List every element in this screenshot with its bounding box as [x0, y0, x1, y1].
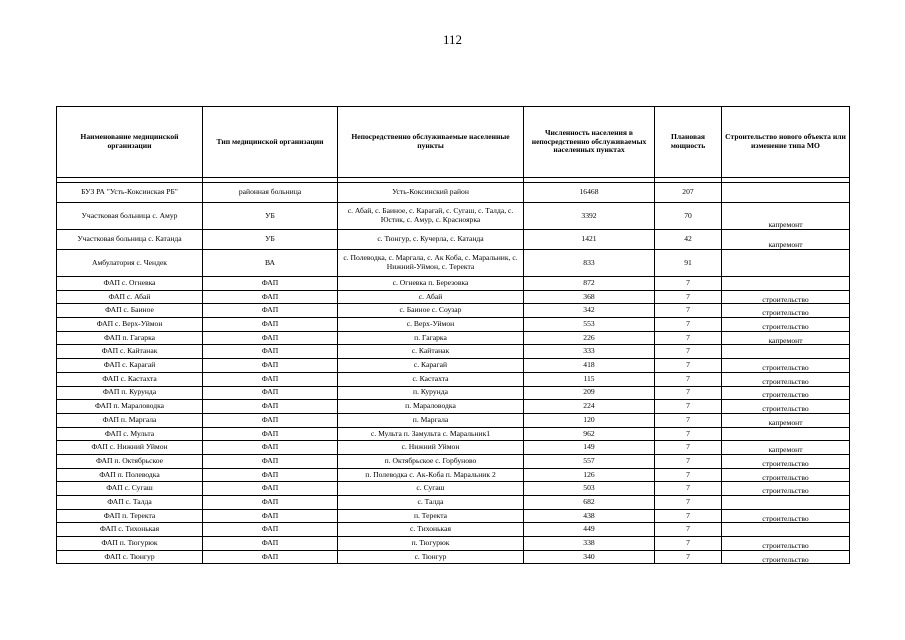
cell-type: УБ: [203, 230, 338, 250]
table-row: [57, 482, 850, 496]
cell-capacity: 7: [655, 523, 722, 537]
cell-org: ФАП с. Огневка: [57, 277, 203, 291]
table-row: [57, 509, 850, 523]
cell-population: 1421: [524, 230, 655, 250]
cell-population: 872: [524, 277, 655, 291]
cell-capacity: 7: [655, 290, 722, 304]
cell-population: 340: [524, 550, 655, 564]
construction-value: строительство: [762, 294, 809, 304]
cell-served: с. Баиное с. Соузар: [338, 304, 524, 318]
cell-served: с. Абай, с. Баиное, с. Карагай, с. Сугаш, с. Талда, с. Юстик, с. Амур, с. Красноярка: [338, 203, 524, 230]
table-row: [57, 496, 850, 510]
cell-construction: [722, 482, 850, 496]
cell-capacity: 207: [655, 183, 722, 203]
cell-org: БУЗ РА "Усть-Коксинская РБ": [57, 183, 203, 203]
cell-served: с. Верх-Уймон: [338, 318, 524, 332]
cell-org: Участковая больница с. Катанда: [57, 230, 203, 250]
cell-capacity: 7: [655, 318, 722, 332]
cell-type: ФАП: [203, 482, 338, 496]
header-construction: Строительство нового объекта или изменение типа МО: [722, 107, 850, 178]
cell-capacity: 7: [655, 359, 722, 373]
cell-capacity: 7: [655, 345, 722, 359]
cell-type: ФАП: [203, 359, 338, 373]
table-row: [57, 304, 850, 318]
cell-type: ФАП: [203, 277, 338, 291]
cell-served: п. Мараловодка: [338, 400, 524, 414]
construction-value: капремонт: [768, 417, 803, 427]
cell-construction: [722, 441, 850, 455]
cell-type: ФАП: [203, 509, 338, 523]
cell-construction: [722, 537, 850, 551]
cell-population: 449: [524, 523, 655, 537]
cell-capacity: 7: [655, 468, 722, 482]
construction-value: строительство: [762, 308, 809, 318]
cell-population: 553: [524, 318, 655, 332]
cell-population: 438: [524, 509, 655, 523]
cell-population: 418: [524, 359, 655, 373]
cell-population: 962: [524, 427, 655, 441]
cell-org: ФАП п. Маргала: [57, 413, 203, 427]
table-row: [57, 331, 850, 345]
cell-population: 333: [524, 345, 655, 359]
cell-served: с. Тюнгур: [338, 550, 524, 564]
cell-construction: [722, 203, 850, 230]
cell-construction: [722, 331, 850, 345]
cell-construction: [722, 468, 850, 482]
cell-org: ФАП с. Тюнгур: [57, 550, 203, 564]
cell-population: 342: [524, 304, 655, 318]
cell-org: ФАП с. Талда: [57, 496, 203, 510]
cell-type: ФАП: [203, 331, 338, 345]
cell-org: ФАП с. Сугаш: [57, 482, 203, 496]
table-row: [57, 427, 850, 441]
cell-population: 833: [524, 250, 655, 277]
cell-served: с. Карагай: [338, 359, 524, 373]
cell-type: ФАП: [203, 427, 338, 441]
cell-construction: [722, 183, 850, 203]
cell-type: ФАП: [203, 523, 338, 537]
cell-type: ФАП: [203, 400, 338, 414]
cell-capacity: 91: [655, 250, 722, 277]
cell-population: 209: [524, 386, 655, 400]
table-row: [57, 372, 850, 386]
cell-population: 226: [524, 331, 655, 345]
cell-served: с. Кастахта: [338, 372, 524, 386]
table-row: [57, 359, 850, 373]
cell-type: ФАП: [203, 318, 338, 332]
cell-served: с. Огневка п. Березовка: [338, 277, 524, 291]
construction-value: строительство: [762, 390, 809, 400]
cell-org: ФАП п. Курунда: [57, 386, 203, 400]
cell-construction: [722, 427, 850, 441]
cell-org: ФАП п. Теректа: [57, 509, 203, 523]
cell-construction: [722, 304, 850, 318]
cell-served: п. Курунда: [338, 386, 524, 400]
cell-type: ФАП: [203, 304, 338, 318]
cell-capacity: 7: [655, 537, 722, 551]
cell-construction: [722, 509, 850, 523]
construction-value: строительство: [762, 472, 809, 482]
cell-type: ФАП: [203, 290, 338, 304]
table-row: [57, 230, 850, 250]
cell-type: ФАП: [203, 550, 338, 564]
cell-served: с. Полеводка, с. Маргала, с. Ак Коба, с. Маральник, с. Нижний-Уймон, с. Теректа: [338, 250, 524, 277]
table-row: [57, 290, 850, 304]
cell-population: 115: [524, 372, 655, 386]
cell-type: ФАП: [203, 372, 338, 386]
construction-value: строительство: [762, 404, 809, 414]
construction-value: строительство: [762, 541, 809, 551]
cell-type: ВА: [203, 250, 338, 277]
cell-population: 120: [524, 413, 655, 427]
cell-capacity: 42: [655, 230, 722, 250]
construction-value: строительство: [762, 513, 809, 523]
cell-org: ФАП п. Полеводка: [57, 468, 203, 482]
cell-served: п. Октябрьское с. Горбуново: [338, 454, 524, 468]
construction-value: капремонт: [768, 240, 803, 250]
cell-construction: [722, 413, 850, 427]
cell-capacity: 7: [655, 277, 722, 291]
cell-type: ФАП: [203, 413, 338, 427]
cell-org: ФАП с. Тихонькая: [57, 523, 203, 537]
cell-org: ФАП с. Абай: [57, 290, 203, 304]
cell-served: п. Теректа: [338, 509, 524, 523]
cell-type: ФАП: [203, 345, 338, 359]
table-row: [57, 413, 850, 427]
cell-capacity: 7: [655, 304, 722, 318]
cell-capacity: 70: [655, 203, 722, 230]
cell-capacity: 7: [655, 386, 722, 400]
table-row: [57, 454, 850, 468]
cell-served: с. Талда: [338, 496, 524, 510]
cell-served: с. Кайтанак: [338, 345, 524, 359]
cell-type: ФАП: [203, 454, 338, 468]
cell-construction: [722, 454, 850, 468]
table-row: [57, 400, 850, 414]
cell-served: с. Тихонькая: [338, 523, 524, 537]
cell-type: ФАП: [203, 537, 338, 551]
cell-capacity: 7: [655, 482, 722, 496]
construction-value: капремонт: [768, 220, 803, 230]
cell-served: Усть-Коксинский район: [338, 183, 524, 203]
construction-value: строительство: [762, 458, 809, 468]
cell-construction: [722, 345, 850, 359]
cell-served: п. Гагарка: [338, 331, 524, 345]
cell-served: с. Тюнгур, с. Кучерла, с. Катанда: [338, 230, 524, 250]
cell-capacity: 7: [655, 454, 722, 468]
cell-population: 338: [524, 537, 655, 551]
table-row: [57, 550, 850, 564]
cell-construction: [722, 230, 850, 250]
cell-construction: [722, 290, 850, 304]
cell-population: 224: [524, 400, 655, 414]
cell-served: п. Полеводка с. Ак-Коба п. Маральник 2: [338, 468, 524, 482]
table-row: [57, 277, 850, 291]
cell-capacity: 7: [655, 509, 722, 523]
table-row: [57, 345, 850, 359]
cell-capacity: 7: [655, 441, 722, 455]
header-served: Непосредственно обслуживаемые населенные пункты: [338, 107, 524, 178]
cell-org: Амбулатория с. Чендек: [57, 250, 203, 277]
cell-org: ФАП с. Мульта: [57, 427, 203, 441]
cell-served: п. Тюгурюк: [338, 537, 524, 551]
cell-construction: [722, 550, 850, 564]
cell-org: ФАП с. Кастахта: [57, 372, 203, 386]
cell-type: ФАП: [203, 386, 338, 400]
cell-construction: [722, 386, 850, 400]
construction-value: строительство: [762, 554, 809, 564]
construction-value: строительство: [762, 363, 809, 373]
cell-org: ФАП п. Тюгурюк: [57, 537, 203, 551]
medical-organizations-table: [56, 106, 850, 564]
cell-population: 503: [524, 482, 655, 496]
cell-capacity: 7: [655, 372, 722, 386]
cell-type: ФАП: [203, 496, 338, 510]
cell-construction: [722, 277, 850, 291]
construction-value: строительство: [762, 322, 809, 332]
header-capacity: Плановая мощность: [655, 107, 722, 178]
cell-served: с. Сугаш: [338, 482, 524, 496]
cell-construction: [722, 250, 850, 277]
table-row: [57, 318, 850, 332]
cell-org: ФАП п. Октябрьское: [57, 454, 203, 468]
cell-construction: [722, 372, 850, 386]
cell-population: 682: [524, 496, 655, 510]
cell-served: п. Маргала: [338, 413, 524, 427]
table-header-row: [57, 107, 850, 178]
table-row: [57, 523, 850, 537]
header-population: Численность населения в непосредственно обслуживаемых населенных пунктах: [524, 107, 655, 178]
cell-population: 3392: [524, 203, 655, 230]
cell-org: ФАП с. Нижний Уймон: [57, 441, 203, 455]
construction-value: капремонт: [768, 335, 803, 345]
cell-population: 368: [524, 290, 655, 304]
cell-org: ФАП с. Баиное: [57, 304, 203, 318]
cell-capacity: 7: [655, 550, 722, 564]
cell-type: районная больница: [203, 183, 338, 203]
cell-type: ФАП: [203, 468, 338, 482]
construction-value: строительство: [762, 376, 809, 386]
table-row: [57, 203, 850, 230]
cell-capacity: 7: [655, 413, 722, 427]
cell-construction: [722, 318, 850, 332]
cell-capacity: 7: [655, 400, 722, 414]
table-row: [57, 441, 850, 455]
table-row: [57, 183, 850, 203]
page-number: 112: [442, 32, 463, 47]
cell-org: ФАП с. Карагай: [57, 359, 203, 373]
cell-population: 126: [524, 468, 655, 482]
table-row: [57, 250, 850, 277]
cell-construction: [722, 523, 850, 537]
cell-population: 16468: [524, 183, 655, 203]
table-row: [57, 537, 850, 551]
cell-org: ФАП с. Кайтанак: [57, 345, 203, 359]
cell-population: 149: [524, 441, 655, 455]
cell-served: с. Нижний Уймон: [338, 441, 524, 455]
cell-construction: [722, 359, 850, 373]
header-org: Наименование медицинской организации: [57, 107, 203, 178]
cell-org: ФАП п. Мараловодка: [57, 400, 203, 414]
header-type: Тип медицинской организации: [203, 107, 338, 178]
cell-capacity: 7: [655, 331, 722, 345]
cell-type: УБ: [203, 203, 338, 230]
table-row: [57, 386, 850, 400]
cell-capacity: 7: [655, 496, 722, 510]
construction-value: капремонт: [768, 445, 803, 455]
cell-population: 557: [524, 454, 655, 468]
cell-org: ФАП с. Верх-Уймон: [57, 318, 203, 332]
table-row: [57, 468, 850, 482]
cell-org: ФАП п. Гагарка: [57, 331, 203, 345]
cell-org: Участковая больница с. Амур: [57, 203, 203, 230]
cell-construction: [722, 400, 850, 414]
cell-served: с. Мульта п. Замульта с. Маральник1: [338, 427, 524, 441]
cell-type: ФАП: [203, 441, 338, 455]
cell-construction: [722, 496, 850, 510]
cell-capacity: 7: [655, 427, 722, 441]
cell-served: с. Абай: [338, 290, 524, 304]
construction-value: строительство: [762, 486, 809, 496]
